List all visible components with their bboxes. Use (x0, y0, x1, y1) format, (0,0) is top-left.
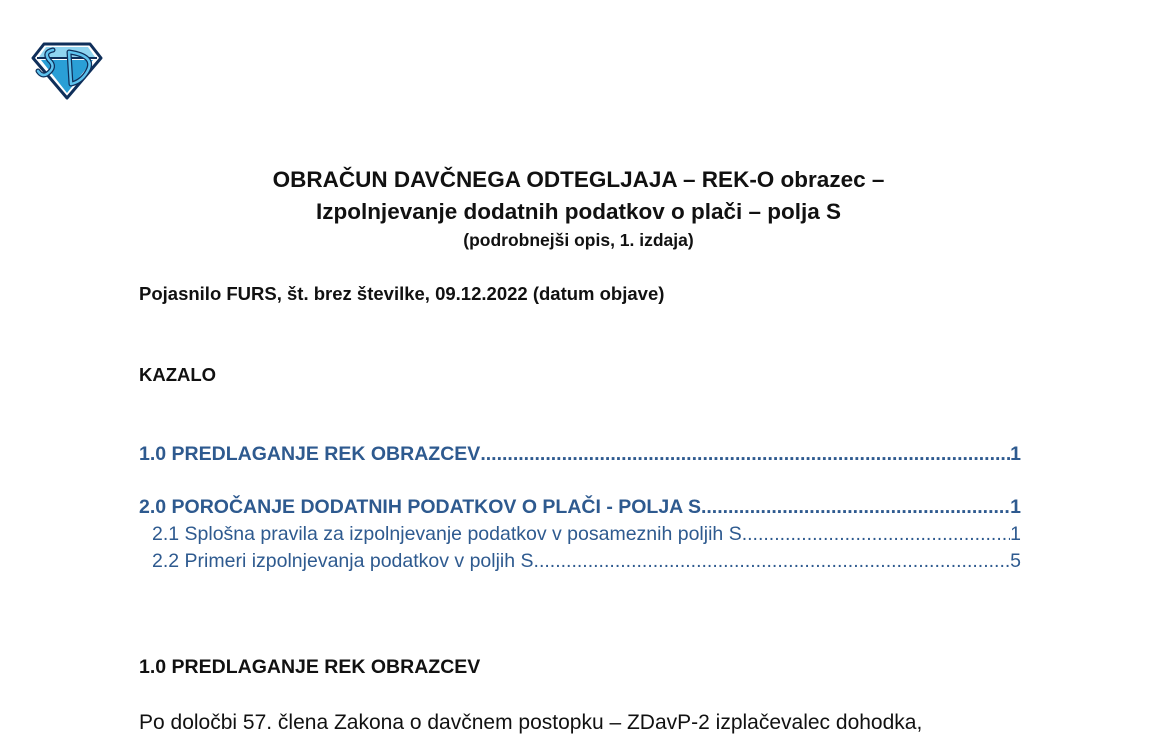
explanation-reference: Pojasnilo FURS, št. brez številke, 09.12.2022 (datum objave) (139, 283, 665, 304)
document-title (0, 164, 1157, 252)
table-of-contents (139, 440, 1021, 575)
toc-entry-2-0[interactable] (139, 493, 1021, 521)
document-subtitle: (podrobnejši opis, 1. izdaja) (463, 230, 694, 250)
section-heading: 1.0 PREDLAGANJE REK OBRAZCEV (139, 656, 481, 678)
toc-entry-label: 2.0 POROČANJE DODATNIH PODATKOV O PLAČI - POLJA S (139, 496, 701, 518)
sd-diamond-logo-icon (31, 40, 103, 100)
toc-entry-page: 1 (1010, 496, 1021, 518)
toc-entry-2-1[interactable] (139, 521, 1021, 548)
toc-entry-page: 5 (1010, 550, 1021, 572)
toc-entry-page: 1 (1010, 523, 1021, 545)
toc-entry-1-0[interactable] (139, 440, 1021, 468)
title-line-2: Izpolnjevanje dodatnih podatkov o plači – polja S (315, 199, 842, 224)
title-line-1: OBRAČUN DAVČNEGA ODTEGLJAJA – REK-O obrazec – (272, 167, 885, 192)
toc-entry-label: 2.2 Primeri izpolnjevanja podatkov v poljih S (152, 550, 534, 572)
toc-entry-label: 2.1 Splošna pravila za izpolnjevanje podatkov v posameznih poljih S (152, 523, 742, 545)
toc-dot-leader (480, 440, 1010, 468)
toc-dot-leader (534, 548, 1011, 575)
toc-entry-2-2[interactable] (139, 548, 1021, 575)
toc-dot-leader (742, 521, 1010, 548)
toc-dot-leader (701, 493, 1010, 521)
toc-entry-page: 1 (1010, 443, 1021, 465)
toc-heading: KAZALO (139, 364, 217, 385)
body-paragraph: Po določbi 57. člena Zakona o davčnem postopku – ZDavP-2 izplačevalec dohodka, (139, 711, 923, 734)
toc-entry-label: 1.0 PREDLAGANJE REK OBRAZCEV (139, 443, 481, 465)
